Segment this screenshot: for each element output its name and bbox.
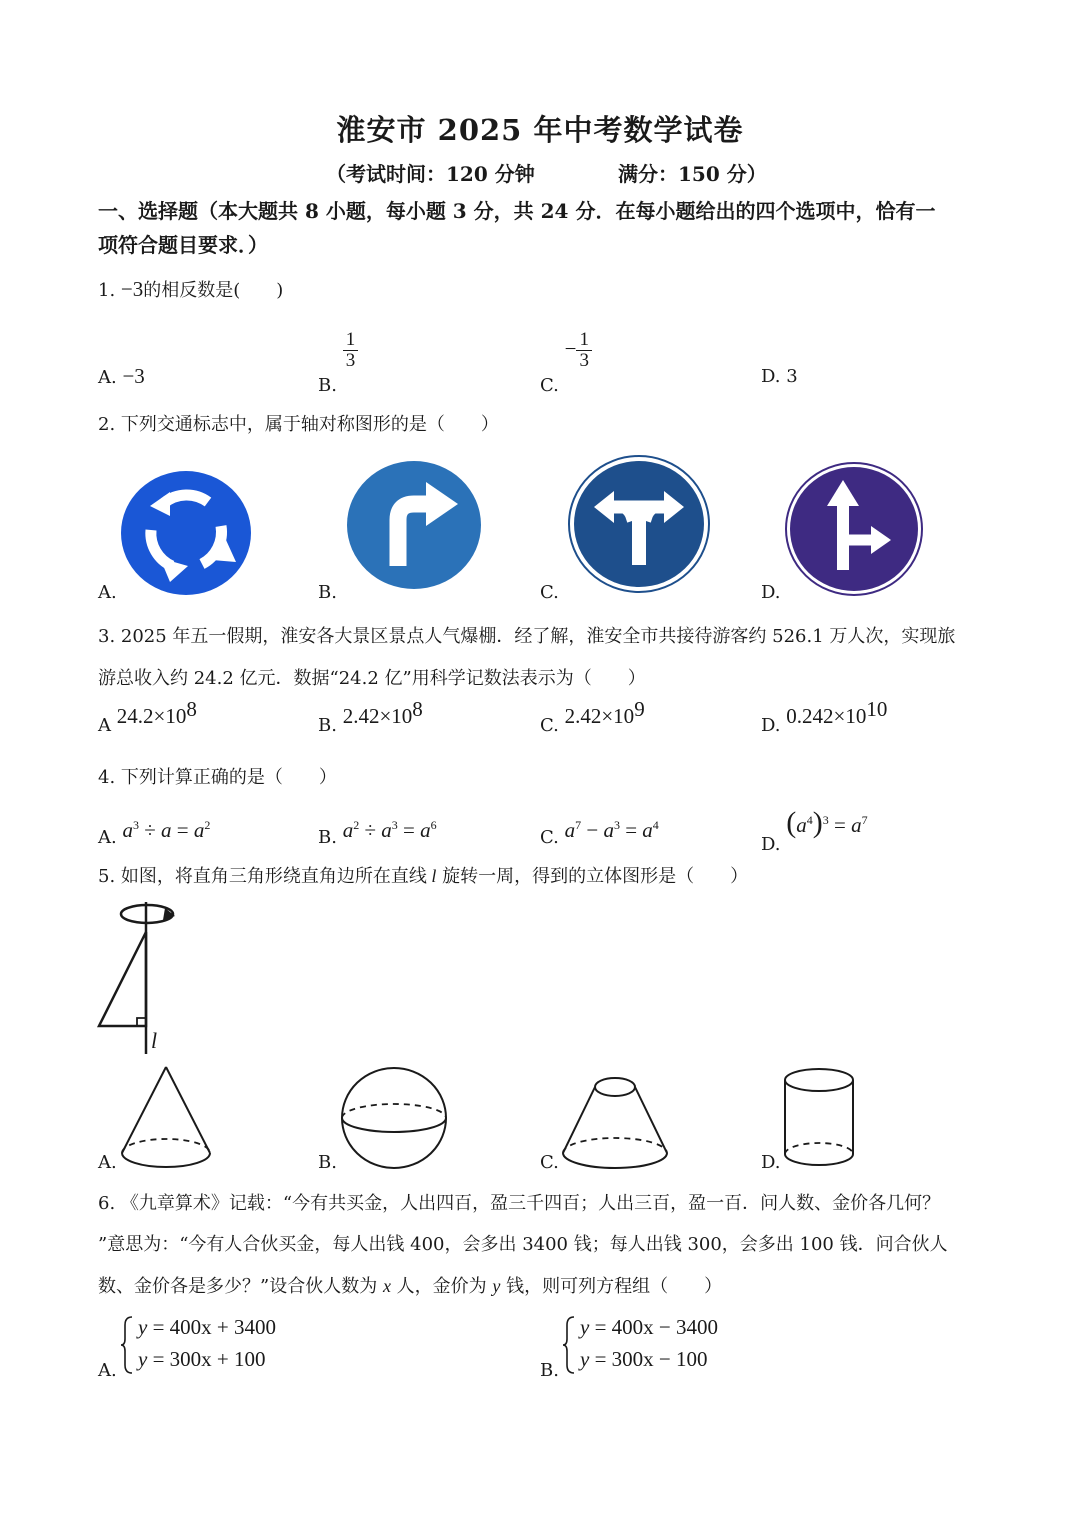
q3-option-a[interactable]: A $24.2\times 10^8$	[98, 697, 197, 736]
roundabout-sign-icon	[120, 470, 252, 596]
q4-option-a[interactable]: A. $a^3 \div a = a^2$	[98, 818, 211, 848]
q1-option-c[interactable]: C. − $\frac{1}{3}$	[540, 330, 592, 371]
exam-title: 淮安市 2025 年中考数学试卷	[336, 113, 744, 147]
full-marks: 满分：150 分）	[618, 162, 767, 186]
question-2: 2. 下列交通标志中，属于轴对称图形的是（ ）	[98, 414, 499, 435]
fraction: $\frac{1}{3}$	[576, 330, 592, 371]
fraction: $\frac{1}{3}$	[343, 330, 359, 371]
frustum-icon	[560, 1075, 670, 1171]
cone-icon	[118, 1065, 214, 1171]
exam-time: （考试时间：120 分钟	[326, 162, 535, 186]
question-5: 5. 如图，将直角三角形绕直角边所在直线 l 旋转一周，得到的立体图形是（ ）	[98, 866, 749, 887]
question-1-number: 1.	[98, 280, 116, 301]
q2-option-a[interactable]: A.	[98, 582, 117, 603]
q6-option-b-equation-2[interactable]: y = 300x − 100	[580, 1347, 708, 1371]
rotating-triangle-figure	[95, 898, 185, 1058]
q6-option-a-equation-2[interactable]: y = 300x + 100	[138, 1347, 266, 1371]
straight-or-right-sign-icon	[785, 462, 923, 596]
q1-option-a[interactable]: A. −3	[98, 364, 145, 388]
q6-option-a-equation-1[interactable]: y = 400x + 3400	[138, 1315, 277, 1339]
sphere-icon	[340, 1066, 448, 1170]
math-expression: $(a^4)^3 = a^7$	[786, 806, 868, 839]
question-1	[98, 276, 283, 302]
q5-option-c[interactable]: C.	[540, 1152, 559, 1173]
turn-right-sign-icon	[346, 460, 482, 590]
question-4: 4. 下列计算正确的是（ ）	[98, 767, 337, 788]
brace-icon	[562, 1315, 576, 1375]
q4-option-c[interactable]: C. $a^7 - a^3 = a^4$	[540, 818, 659, 848]
q4-option-b[interactable]: B. $a^2 \div a^3 = a^6$	[318, 818, 437, 848]
q6-option-a-label[interactable]: A.	[98, 1360, 117, 1381]
q1-option-d[interactable]: D. 3	[761, 366, 798, 387]
brace-icon	[120, 1315, 134, 1375]
q1-option-b[interactable]: B. $\frac{1}{3}$	[318, 330, 358, 371]
q3-option-d[interactable]: D. $0.242\times 10^{10}$	[761, 697, 888, 736]
q6-option-b-label[interactable]: B.	[540, 1360, 559, 1381]
q6-option-b-equation-1[interactable]: y = 400x − 3400	[580, 1315, 719, 1339]
section-heading-line1: 一、选择题（本大题共 8 小题，每小题 3 分，共 24 分．在每小题给出的四个选项中，恰有一	[98, 199, 936, 223]
q2-option-b[interactable]: B.	[318, 582, 337, 603]
q5-option-a[interactable]: A.	[98, 1152, 117, 1173]
question-6-line2: ”意思为：“今有人合伙买金，每人出钱 400，会多出 3400 钱；每人出钱 300，会多出 100 钱．问合伙人	[98, 1234, 948, 1255]
question-6-line3: 数、金价各是多少？”设合伙人数为 x 人，金价为 y 钱，则可列方程组（ ）	[98, 1276, 723, 1297]
section-heading-line2: 项符合题目要求．）	[98, 233, 268, 257]
question-3-line1: 3. 2025 年五一假期，淮安各大景区景点人气爆棚．经了解，淮安全市共接待游客约 526.1 万人次，实现旅	[98, 626, 956, 647]
question-1-text: 的相反数是( )	[143, 280, 284, 301]
q2-option-c[interactable]: C.	[540, 582, 559, 603]
q3-option-c[interactable]: C. $2.42\times 10^9$	[540, 697, 645, 736]
question-6-line1: 6. 《九章算术》记载：“今有共买金，人出四百，盈三千四百；人出三百，盈一百．问人数、金价各几何？	[98, 1193, 941, 1214]
math-expression: $a^2 \div a^3 = a^6$	[342, 818, 437, 842]
line-label-l: l	[151, 1028, 158, 1053]
question-1-value: −3	[120, 277, 144, 301]
q4-option-d[interactable]: D. $(a^4)^3 = a^7$	[761, 806, 868, 855]
cylinder-icon	[782, 1066, 856, 1170]
q5-option-d[interactable]: D.	[761, 1152, 781, 1173]
turn-left-or-right-sign-icon	[568, 455, 710, 593]
question-3-line2: 游总收入约 24.2 亿元．数据“24.2 亿”用科学记数法表示为（ ）	[98, 668, 646, 689]
q3-option-b[interactable]: B. $2.42\times 10^8$	[318, 697, 423, 736]
q2-option-d[interactable]: D.	[761, 582, 781, 603]
math-expression: $a^3 \div a = a^2$	[122, 818, 211, 842]
math-expression: $a^7 - a^3 = a^4$	[564, 818, 659, 842]
q5-option-b[interactable]: B.	[318, 1152, 337, 1173]
